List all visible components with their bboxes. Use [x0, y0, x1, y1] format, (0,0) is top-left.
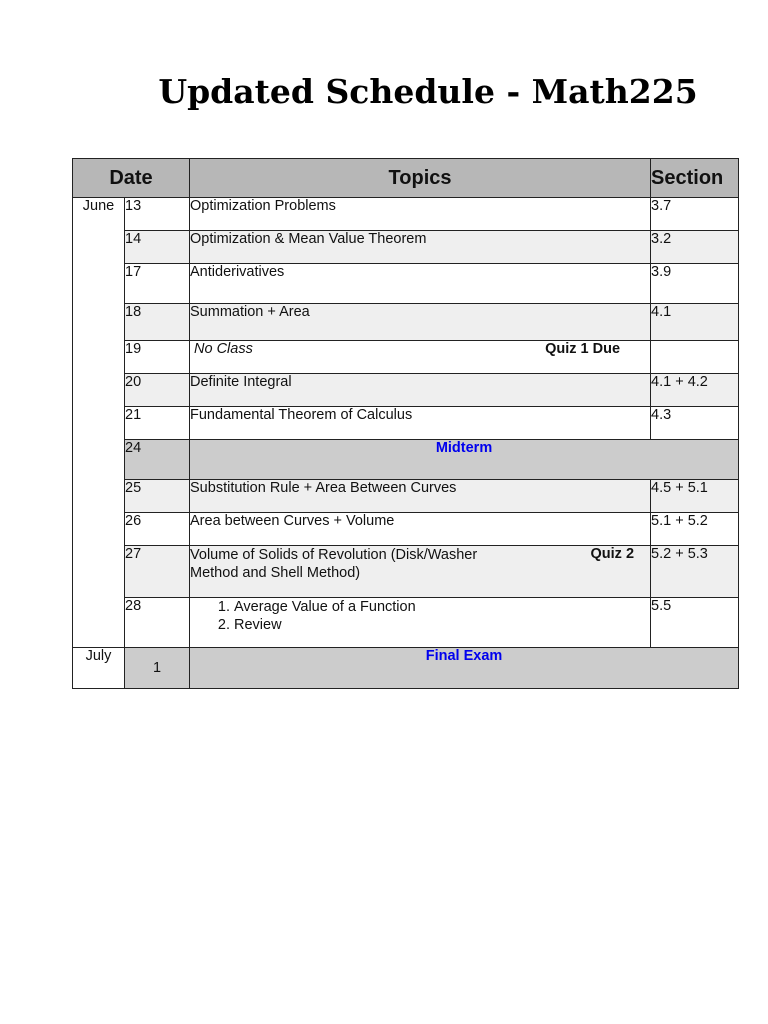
list-item: 1. Average Value of a Function [234, 598, 650, 616]
section-cell: 5.5 [651, 598, 739, 648]
section-header: Section [651, 159, 739, 198]
list-item: 2. Review [234, 616, 650, 634]
topic-cell: Summation + Area [190, 304, 651, 341]
topic-cell: Substitution Rule + Area Between Curves [190, 480, 651, 513]
topic-cell [190, 598, 651, 648]
topic-cell: Area between Curves + Volume [190, 513, 651, 546]
day-cell: 20 [125, 374, 190, 407]
section-cell: 4.1 + 4.2 [651, 374, 739, 407]
table-row [73, 264, 739, 304]
topic-cell [190, 341, 651, 374]
day-cell: 28 [125, 598, 190, 648]
day-cell: 19 [125, 341, 190, 374]
table-row [73, 513, 739, 546]
topic-text: Volume of Solids of Revolution (Disk/Washer Method and Shell Method) [190, 547, 478, 581]
month-july: July [73, 648, 125, 689]
topic-cell [190, 546, 651, 598]
section-cell [651, 341, 739, 374]
day-cell: 27 [125, 546, 190, 598]
schedule-table [72, 158, 739, 689]
table-row [73, 407, 739, 440]
no-class-label: No Class [194, 341, 253, 357]
date-header: Date [73, 159, 190, 198]
day-cell: 24 [125, 440, 190, 480]
page-title: Updated Schedule - Math225 [158, 72, 698, 111]
table-row [73, 546, 739, 598]
day-cell: 14 [125, 231, 190, 264]
quiz-label: Quiz 2 [590, 546, 635, 562]
topic-cell: Antiderivatives [190, 264, 651, 304]
topic-cell: Definite Integral [190, 374, 651, 407]
section-cell: 5.2 + 5.3 [651, 546, 739, 598]
table-row [73, 341, 739, 374]
topic-list [190, 598, 650, 634]
section-cell: 4.3 [651, 407, 739, 440]
section-cell: 4.1 [651, 304, 739, 341]
section-cell: 3.2 [651, 231, 739, 264]
quiz-due-label: Quiz 1 Due [545, 341, 621, 357]
day-cell: 13 [125, 198, 190, 231]
table-row [73, 304, 739, 341]
topic-cell: Optimization Problems [190, 198, 651, 231]
table-row [73, 480, 739, 513]
day-cell: 18 [125, 304, 190, 341]
table-row [73, 598, 739, 648]
section-cell: 3.7 [651, 198, 739, 231]
section-cell: 5.1 + 5.2 [651, 513, 739, 546]
section-cell: 4.5 + 5.1 [651, 480, 739, 513]
day-cell: 17 [125, 264, 190, 304]
table-row [73, 440, 739, 480]
day-cell: 1 [125, 648, 190, 689]
day-cell: 21 [125, 407, 190, 440]
table-row [73, 231, 739, 264]
table-row [73, 648, 739, 689]
topics-header: Topics [190, 159, 651, 198]
midterm-label: Midterm [190, 440, 739, 480]
table-row [73, 198, 739, 231]
section-cell: 3.9 [651, 264, 739, 304]
day-cell: 26 [125, 513, 190, 546]
topic-cell: Optimization & Mean Value Theorem [190, 231, 651, 264]
day-cell: 25 [125, 480, 190, 513]
topic-cell: Fundamental Theorem of Calculus [190, 407, 651, 440]
final-exam-label: Final Exam [190, 648, 739, 689]
header-row [73, 159, 739, 198]
table-row [73, 374, 739, 407]
month-june: June [73, 198, 125, 648]
